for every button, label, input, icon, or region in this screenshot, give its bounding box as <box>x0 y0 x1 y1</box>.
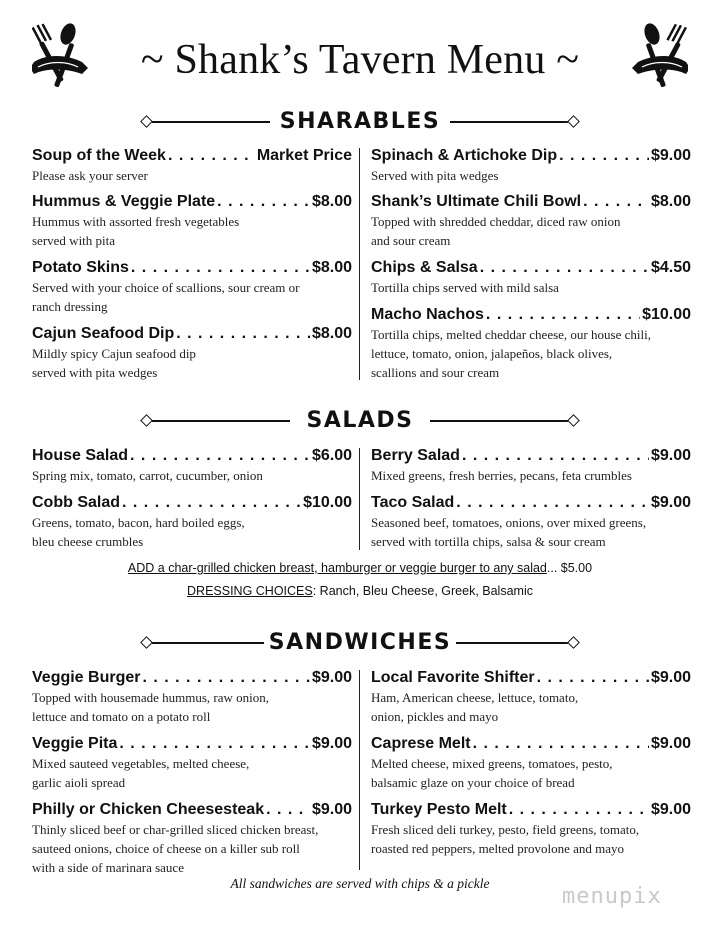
fork-spoon-icon <box>632 22 688 100</box>
item-description: served with tortilla chips, salsa & sour cream <box>371 534 606 549</box>
dressing-choices-note <box>0 584 720 598</box>
item-description: onion, pickles and mayo <box>371 709 499 724</box>
item-price: Market Price <box>256 147 352 164</box>
item-price: $9.00 <box>650 147 691 164</box>
menu-item <box>32 800 352 877</box>
item-name: Veggie Pita <box>32 735 118 752</box>
item-name: Potato Skins <box>32 259 129 276</box>
menu-item <box>32 192 352 250</box>
leader-dots <box>480 258 649 278</box>
menu-title: ~ Shank’s Tavern Menu ~ <box>140 37 580 83</box>
item-name: Spinach & Artichoke Dip <box>371 147 558 164</box>
item-description: Thinly sliced beef or char-grilled sliced chicken breast, <box>32 822 319 837</box>
section-title: SALADS <box>306 408 414 433</box>
item-name: Hummus & Veggie Plate <box>32 193 216 210</box>
item-description: Ham, American cheese, lettuce, tomato, <box>371 690 579 705</box>
leader-dots <box>537 668 649 688</box>
item-description: Mixed sauteed vegetables, melted cheese, <box>32 756 250 771</box>
leader-dots <box>509 800 649 820</box>
item-price: $9.00 <box>650 447 691 464</box>
leader-dots <box>583 192 649 212</box>
item-name: Taco Salad <box>371 494 455 511</box>
menu-item <box>32 734 352 792</box>
menu-item <box>371 493 691 551</box>
addon-text: ADD a char-grilled chicken breast, hamburger or veggie burger to any salad <box>127 561 547 575</box>
item-description: Fresh sliced deli turkey, pesto, field greens, tomato, <box>371 822 640 837</box>
leader-dots <box>130 446 310 466</box>
menu-item <box>32 258 352 316</box>
item-price: $9.00 <box>650 735 691 752</box>
item-description: balsamic glaze on your choice of bread <box>371 775 575 790</box>
column-divider <box>359 148 360 380</box>
menu-item <box>371 800 691 858</box>
leader-dots <box>486 305 640 325</box>
item-description: roasted red peppers, melted provolone and mayo <box>371 841 625 856</box>
menu-item <box>371 305 691 382</box>
salad-addon-note <box>0 561 720 575</box>
item-name: Shank’s Ultimate Chili Bowl <box>371 193 582 210</box>
column-divider <box>359 670 360 870</box>
section-title: SANDWICHES <box>268 630 452 655</box>
item-price: $6.00 <box>311 447 352 464</box>
menu-item <box>32 446 352 485</box>
item-name: Local Favorite Shifter <box>371 669 535 686</box>
item-description: bleu cheese crumbles <box>32 534 144 549</box>
section-header-sandwiches <box>0 631 720 655</box>
item-description: served with pita wedges <box>32 365 158 380</box>
item-description: Topped with housemade hummus, raw onion, <box>32 690 270 705</box>
item-description: ranch dressing <box>32 299 108 314</box>
item-name: Berry Salad <box>371 447 460 464</box>
sandwich-footer-note: All sandwiches are served with chips & a pickle <box>230 876 490 891</box>
item-description: served with pita <box>32 233 116 248</box>
leader-dots <box>462 446 649 466</box>
leader-dots <box>122 493 301 513</box>
item-price: $9.00 <box>311 669 352 686</box>
menu-item <box>371 146 691 185</box>
leader-dots <box>131 258 310 278</box>
item-description: lettuce, tomato, onion, jalapeños, black olives, <box>371 346 613 361</box>
item-name: Veggie Burger <box>32 669 141 686</box>
leader-dots <box>217 192 310 212</box>
item-description: Melted cheese, mixed greens, tomatoes, pesto, <box>371 756 613 771</box>
item-description: Hummus with assorted fresh vegetables <box>32 214 240 229</box>
item-description: Spring mix, tomato, carrot, cucumber, onion <box>32 468 263 483</box>
item-description: lettuce and tomato on a potato roll <box>32 709 211 724</box>
menu-item <box>32 668 352 726</box>
item-description: Mixed greens, fresh berries, pecans, feta crumbles <box>371 468 632 483</box>
item-price: $8.00 <box>650 193 691 210</box>
item-price: $8.00 <box>311 259 352 276</box>
leader-dots <box>119 734 310 754</box>
item-name: Macho Nachos <box>371 306 484 323</box>
leader-dots <box>176 324 310 344</box>
menu-item <box>32 493 352 551</box>
item-description: Served with your choice of scallions, sour cream or <box>32 280 300 295</box>
item-price: $9.00 <box>650 801 691 818</box>
item-price: $8.00 <box>311 325 352 342</box>
leader-dots <box>559 146 649 166</box>
item-price: $9.00 <box>650 494 691 511</box>
leader-dots <box>142 668 309 688</box>
item-price: $10.00 <box>642 306 691 323</box>
item-description: Served with pita wedges <box>371 168 499 183</box>
column-divider <box>359 448 360 550</box>
divider-rule <box>430 420 568 422</box>
item-description: garlic aioli spread <box>32 775 126 790</box>
item-description: Topped with shredded cheddar, diced raw onion <box>371 214 621 229</box>
menu-item <box>371 668 691 726</box>
watermark: menupix <box>562 884 662 909</box>
section-title: SHARABLES <box>279 109 441 134</box>
item-price: $9.00 <box>311 801 352 818</box>
leader-dots <box>473 734 649 754</box>
menu-item <box>371 446 691 485</box>
leader-dots <box>266 800 310 820</box>
item-description: with a side of marinara sauce <box>32 860 184 875</box>
dressing-label: DRESSING CHOICES <box>187 584 313 598</box>
menu-header <box>0 22 720 102</box>
item-price: $9.00 <box>311 735 352 752</box>
item-description: Seasoned beef, tomatoes, onions, over mixed greens, <box>371 515 647 530</box>
section-header-salads <box>0 409 720 433</box>
menu-item <box>371 192 691 250</box>
item-name: Turkey Pesto Melt <box>371 801 507 818</box>
item-description: Please ask your server <box>32 168 148 183</box>
divider-rule <box>456 642 568 644</box>
item-name: Cajun Seafood Dip <box>32 325 175 342</box>
item-name: Caprese Melt <box>371 735 471 752</box>
item-description: Tortilla chips, melted cheddar cheese, our house chili, <box>371 327 651 342</box>
item-name: House Salad <box>32 447 129 464</box>
item-description: Greens, tomato, bacon, hard boiled eggs, <box>32 515 245 530</box>
menu-item <box>32 146 352 185</box>
leader-dots <box>456 493 649 513</box>
item-description: scallions and sour cream <box>371 365 500 380</box>
item-description: and sour cream <box>371 233 451 248</box>
item-description: Mildly spicy Cajun seafood dip <box>32 346 196 361</box>
addon-price: ... $5.00 <box>546 561 593 575</box>
menu-item <box>371 258 691 297</box>
menu-item <box>32 324 352 382</box>
item-description: Tortilla chips served with mild salsa <box>371 280 559 295</box>
item-price: $8.00 <box>311 193 352 210</box>
item-name: Soup of the Week <box>32 147 166 164</box>
item-name: Philly or Chicken Cheesesteak <box>32 801 265 818</box>
divider-rule <box>450 121 568 123</box>
dressing-options: : Ranch, Bleu Cheese, Greek, Balsamic <box>312 584 533 598</box>
menu-item <box>371 734 691 792</box>
item-price: $4.50 <box>650 259 691 276</box>
leader-dots <box>168 146 255 166</box>
item-price: $9.00 <box>650 669 691 686</box>
item-price: $10.00 <box>303 494 352 511</box>
item-name: Cobb Salad <box>32 494 121 511</box>
item-name: Chips & Salsa <box>371 259 478 276</box>
item-description: sauteed onions, choice of cheese on a killer sub roll <box>32 841 300 856</box>
section-header-sharables <box>0 110 720 134</box>
